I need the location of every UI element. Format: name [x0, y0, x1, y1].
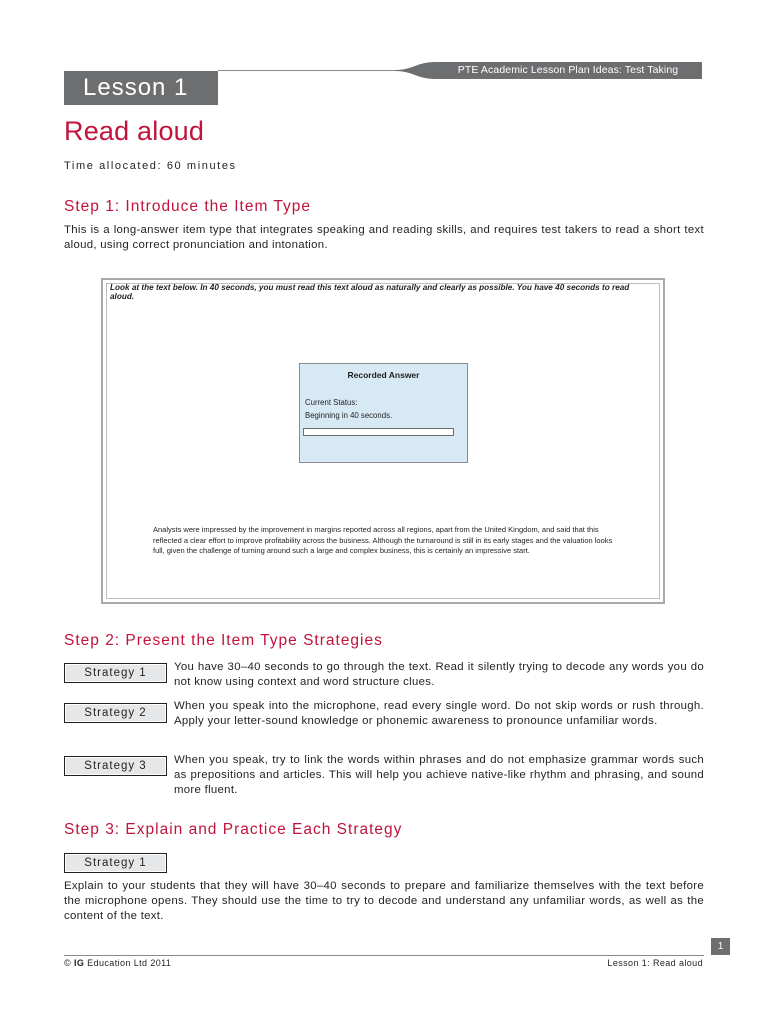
strategy-1-text: You have 30–40 seconds to go through the text. Read it silently trying to decode any words you do not know using context and word structure clues.	[174, 661, 704, 688]
step1-heading: Step 1: Introduce the Item Type	[64, 198, 311, 215]
recorder-status-value: Beginning in 40 seconds.	[305, 411, 393, 420]
task-passage: Analysts were impressed by the improvement in margins reported across all regions, apart from the United Kingdom, and said that this reflected a clear effort to improve profitability across the business. Although the turnaround is still in its early stages and the valuation looks full, given the challenge of turning around such a large and complex business, this is certainly an impressive start.	[153, 525, 613, 555]
strategy-3-label: Strategy 3	[64, 756, 167, 776]
time-allocated: Time allocated: 60 minutes	[64, 160, 237, 172]
copyright-symbol: ©	[64, 958, 72, 968]
strategy-3-text: When you speak, try to link the words within phrases and do not emphasize grammar words such as prepositions and articles. This will help you achieve native-like rhythm and phrasing, and sound more fluent.	[174, 754, 704, 796]
recorder-title: Recorded Answer	[347, 370, 420, 380]
brand-logo-text: IG	[73, 958, 85, 968]
step2-heading: Step 2: Present the Item Type Strategies	[64, 632, 383, 649]
copyright-text: Education Ltd 2011	[87, 958, 172, 968]
recorder-status-label: Current Status:	[305, 398, 358, 407]
footer-rule	[64, 955, 704, 956]
header-rule	[218, 70, 404, 71]
step3-heading: Step 3: Explain and Practice Each Strategy	[64, 821, 403, 838]
strategy-2-label: Strategy 2	[64, 703, 167, 723]
step3-strategy-1-label: Strategy 1	[64, 853, 167, 873]
strategy-2-text: When you speak into the microphone, read every single word. Do not skip words or rush through. Apply your letter-sound knowledge or phonemic awareness to pronounce unfamiliar words.	[174, 700, 704, 727]
step1-body: This is a long-answer item type that integrates speaking and reading skills, and requires test takers to read a short text aloud, using correct pronunciation and intonation.	[64, 224, 704, 251]
header-banner: PTE Academic Lesson Plan Ideas: Test Taking Strategies	[434, 62, 702, 79]
page-number: 1	[711, 938, 730, 955]
footer-lesson-ref: Lesson 1: Read aloud	[607, 958, 703, 968]
recorder-progress-bar	[303, 428, 454, 436]
lesson-label	[64, 71, 218, 105]
strategy-1-label: Strategy 1	[64, 663, 167, 683]
step3-body: Explain to your students that they will have 30–40 seconds to prepare and familiarize themselves with the text before the microphone opens. They should use the time to try to decode and understand any unfamiliar words, as well as the content of the text.	[64, 880, 704, 922]
lesson-label-text: Lesson 1	[83, 74, 189, 101]
page-title: Read aloud	[64, 116, 205, 146]
task-instructions: Look at the text below. In 40 seconds, you must read this text aloud as naturally and clearly as possible. You have 40 seconds to read aloud.	[110, 283, 630, 301]
footer-copyright	[64, 958, 171, 968]
